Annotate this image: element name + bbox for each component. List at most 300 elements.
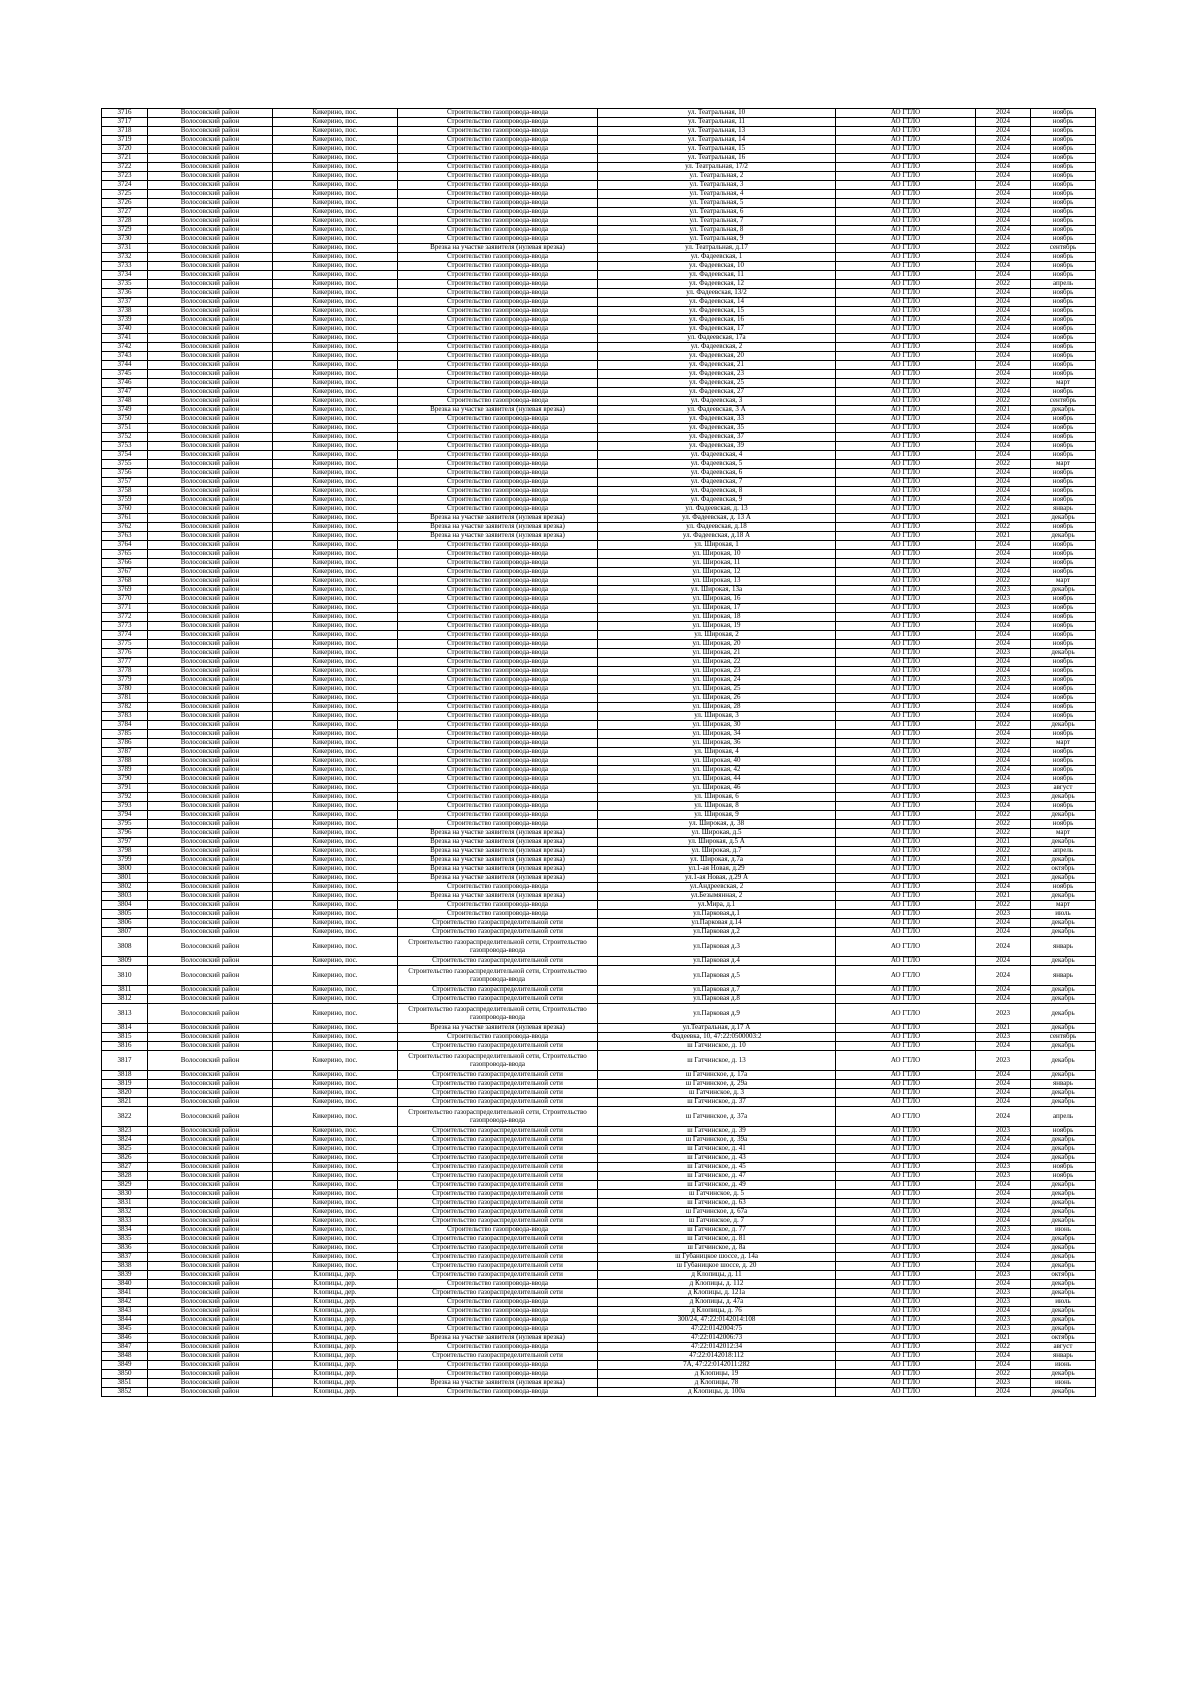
address-cell: ул. Театральная, 11: [598, 118, 836, 127]
address-cell: ул. Театральная, 8: [598, 226, 836, 235]
work-type-cell: Строительство газопровода-ввода: [398, 1325, 598, 1334]
month-cell: март: [1031, 379, 1096, 388]
settlement-cell: Кикерино, пос.: [273, 1127, 398, 1136]
row-number-cell: 3783: [102, 712, 148, 721]
row-number-cell: 3729: [102, 226, 148, 235]
work-type-cell: Строительство газораспределительной сети: [398, 928, 598, 937]
work-type-cell: Врезка на участке заявителя (нулевая врезка): [398, 514, 598, 523]
table-row: [102, 883, 1096, 892]
contractor-cell: АО ГТЛО: [836, 957, 976, 966]
address-cell: ул.1-ая Новая, д.29: [598, 865, 836, 874]
settlement-cell: Кикерино, пос.: [273, 568, 398, 577]
settlement-cell: Кикерино, пос.: [273, 406, 398, 415]
work-type-cell: Строительство газопровода-ввода: [398, 568, 598, 577]
address-cell: ш Гатчинское, д. 63: [598, 1199, 836, 1208]
settlement-cell: Кикерино, пос.: [273, 856, 398, 865]
month-cell: ноябрь: [1031, 748, 1096, 757]
settlement-cell: Кикерино, пос.: [273, 1163, 398, 1172]
table-row: [102, 820, 1096, 829]
district-cell: Волосовский район: [148, 271, 273, 280]
address-cell: ул. Широкая, 9: [598, 811, 836, 820]
work-type-cell: Строительство газопровода-ввода: [398, 577, 598, 586]
table-row: [102, 1199, 1096, 1208]
settlement-cell: Кикерино, пос.: [273, 469, 398, 478]
month-cell: декабрь: [1031, 1253, 1096, 1262]
contractor-cell: АО ГТЛО: [836, 397, 976, 406]
row-number-cell: 3808: [102, 937, 148, 957]
year-cell: 2022: [976, 865, 1031, 874]
table-row: [102, 910, 1096, 919]
table-row: [102, 986, 1096, 995]
district-cell: Волосовский район: [148, 811, 273, 820]
settlement-cell: Кикерино, пос.: [273, 235, 398, 244]
work-type-cell: Строительство газораспределительной сети, Строительство газопровода-ввода: [398, 1107, 598, 1127]
address-cell: ул. Широкая, 13: [598, 577, 836, 586]
district-cell: Волосовский район: [148, 586, 273, 595]
month-cell: ноябрь: [1031, 658, 1096, 667]
table-row: [102, 874, 1096, 883]
year-cell: 2024: [976, 190, 1031, 199]
table-row: [102, 1388, 1096, 1397]
year-cell: 2021: [976, 532, 1031, 541]
row-number-cell: 3718: [102, 127, 148, 136]
month-cell: ноябрь: [1031, 154, 1096, 163]
address-cell: ул.Мира, д.1: [598, 901, 836, 910]
contractor-cell: АО ГТЛО: [836, 559, 976, 568]
row-number-cell: 3755: [102, 460, 148, 469]
row-number-cell: 3835: [102, 1235, 148, 1244]
table-row: [102, 379, 1096, 388]
table-row: [102, 1190, 1096, 1199]
address-cell: ул. Широкая, 8: [598, 802, 836, 811]
district-cell: Волосовский район: [148, 1004, 273, 1024]
row-number-cell: 3842: [102, 1298, 148, 1307]
settlement-cell: Кикерино, пос.: [273, 1208, 398, 1217]
district-cell: Волосовский район: [148, 1253, 273, 1262]
work-type-cell: Строительство газопровода-ввода: [398, 883, 598, 892]
table-row: [102, 1361, 1096, 1370]
year-cell: 2022: [976, 1370, 1031, 1379]
district-cell: Волосовский район: [148, 1289, 273, 1298]
row-number-cell: 3826: [102, 1154, 148, 1163]
row-number-cell: 3779: [102, 676, 148, 685]
row-number-cell: 3816: [102, 1042, 148, 1051]
year-cell: 2024: [976, 559, 1031, 568]
address-cell: ш Гатчинское, д. 39: [598, 1127, 836, 1136]
settlement-cell: Кикерино, пос.: [273, 1089, 398, 1098]
month-cell: ноябрь: [1031, 487, 1096, 496]
settlement-cell: Кикерино, пос.: [273, 703, 398, 712]
year-cell: 2024: [976, 1107, 1031, 1127]
table-row: [102, 550, 1096, 559]
district-cell: Волосовский район: [148, 685, 273, 694]
settlement-cell: Кикерино, пос.: [273, 478, 398, 487]
year-cell: 2024: [976, 1307, 1031, 1316]
row-number-cell: 3761: [102, 514, 148, 523]
settlement-cell: Кикерино, пос.: [273, 712, 398, 721]
table-row: [102, 892, 1096, 901]
month-cell: декабрь: [1031, 1181, 1096, 1190]
settlement-cell: Кикерино, пос.: [273, 649, 398, 658]
work-type-cell: Строительство газопровода-ввода: [398, 343, 598, 352]
settlement-cell: Кикерино, пос.: [273, 676, 398, 685]
contractor-cell: АО ГТЛО: [836, 1289, 976, 1298]
row-number-cell: 3815: [102, 1033, 148, 1042]
row-number-cell: 3719: [102, 136, 148, 145]
contractor-cell: АО ГТЛО: [836, 1307, 976, 1316]
work-type-cell: Строительство газопровода-ввода: [398, 109, 598, 118]
row-number-cell: 3781: [102, 694, 148, 703]
month-cell: октябрь: [1031, 1271, 1096, 1280]
address-cell: ул. Широкая, 18: [598, 613, 836, 622]
contractor-cell: АО ГТЛО: [836, 181, 976, 190]
month-cell: ноябрь: [1031, 730, 1096, 739]
contractor-cell: АО ГТЛО: [836, 271, 976, 280]
work-type-cell: Строительство газопровода-ввода: [398, 748, 598, 757]
work-type-cell: Строительство газопровода-ввода: [398, 370, 598, 379]
year-cell: 2024: [976, 622, 1031, 631]
district-cell: Волосовский район: [148, 622, 273, 631]
address-cell: ул. Фадеевская, 4: [598, 451, 836, 460]
work-type-cell: Строительство газопровода-ввода: [398, 757, 598, 766]
contractor-cell: АО ГТЛО: [836, 1042, 976, 1051]
contractor-cell: АО ГТЛО: [836, 694, 976, 703]
row-number-cell: 3814: [102, 1024, 148, 1033]
table-row: [102, 1163, 1096, 1172]
work-type-cell: Строительство газораспределительной сети: [398, 1071, 598, 1080]
district-cell: Волосовский район: [148, 568, 273, 577]
settlement-cell: Кикерино, пос.: [273, 352, 398, 361]
district-cell: Волосовский район: [148, 154, 273, 163]
month-cell: ноябрь: [1031, 523, 1096, 532]
row-number-cell: 3805: [102, 910, 148, 919]
row-number-cell: 3766: [102, 559, 148, 568]
contractor-cell: АО ГТЛО: [836, 1098, 976, 1107]
district-cell: Волосовский район: [148, 613, 273, 622]
contractor-cell: АО ГТЛО: [836, 1024, 976, 1033]
address-cell: ул. Фадеевская, 20: [598, 352, 836, 361]
contractor-cell: АО ГТЛО: [836, 928, 976, 937]
table-row: [102, 901, 1096, 910]
row-number-cell: 3773: [102, 622, 148, 631]
settlement-cell: Кикерино, пос.: [273, 883, 398, 892]
settlement-cell: Кикерино, пос.: [273, 334, 398, 343]
work-type-cell: Строительство газопровода-ввода: [398, 811, 598, 820]
district-cell: Волосовский район: [148, 1098, 273, 1107]
district-cell: Волосовский район: [148, 1370, 273, 1379]
month-cell: ноябрь: [1031, 307, 1096, 316]
contractor-cell: АО ГТЛО: [836, 1004, 976, 1024]
month-cell: ноябрь: [1031, 271, 1096, 280]
contractor-cell: АО ГТЛО: [836, 568, 976, 577]
month-cell: июль: [1031, 1298, 1096, 1307]
table-row: [102, 613, 1096, 622]
contractor-cell: АО ГТЛО: [836, 244, 976, 253]
settlement-cell: Кикерино, пос.: [273, 154, 398, 163]
row-number-cell: 3737: [102, 298, 148, 307]
work-type-cell: Строительство газораспределительной сети, Строительство газопровода-ввода: [398, 937, 598, 957]
row-number-cell: 3837: [102, 1253, 148, 1262]
row-number-cell: 3732: [102, 253, 148, 262]
month-cell: ноябрь: [1031, 712, 1096, 721]
work-type-cell: Строительство газораспределительной сети: [398, 1089, 598, 1098]
work-type-cell: Строительство газораспределительной сети: [398, 1190, 598, 1199]
row-number-cell: 3777: [102, 658, 148, 667]
work-type-cell: Строительство газопровода-ввода: [398, 298, 598, 307]
work-type-cell: Строительство газопровода-ввода: [398, 685, 598, 694]
settlement-cell: Кикерино, пос.: [273, 739, 398, 748]
work-type-cell: Строительство газораспределительной сети: [398, 1145, 598, 1154]
year-cell: 2023: [976, 676, 1031, 685]
work-type-cell: Строительство газораспределительной сети: [398, 1262, 598, 1271]
district-cell: Волосовский район: [148, 1262, 273, 1271]
table-row: [102, 433, 1096, 442]
row-number-cell: 3768: [102, 577, 148, 586]
contractor-cell: АО ГТЛО: [836, 1217, 976, 1226]
address-cell: ул. Фадеевская, 37: [598, 433, 836, 442]
table-row: [102, 199, 1096, 208]
row-number-cell: 3787: [102, 748, 148, 757]
address-cell: ул. Широкая, д. 38: [598, 820, 836, 829]
month-cell: декабрь: [1031, 793, 1096, 802]
district-cell: Волосовский район: [148, 631, 273, 640]
address-cell: ул.Парковая д.5: [598, 966, 836, 986]
address-cell: ул. Театральная, 5: [598, 199, 836, 208]
row-number-cell: 3796: [102, 829, 148, 838]
table-row: [102, 1136, 1096, 1145]
district-cell: Волосовский район: [148, 856, 273, 865]
year-cell: 2021: [976, 1334, 1031, 1343]
district-cell: Волосовский район: [148, 1316, 273, 1325]
row-number-cell: 3832: [102, 1208, 148, 1217]
month-cell: ноябрь: [1031, 766, 1096, 775]
row-number-cell: 3724: [102, 181, 148, 190]
table-row: [102, 631, 1096, 640]
work-type-cell: Строительство газопровода-ввода: [398, 289, 598, 298]
month-cell: декабрь: [1031, 1244, 1096, 1253]
table-row: [102, 995, 1096, 1004]
table-row: [102, 784, 1096, 793]
month-cell: декабрь: [1031, 1388, 1096, 1397]
month-cell: ноябрь: [1031, 883, 1096, 892]
table-row: [102, 1289, 1096, 1298]
row-number-cell: 3728: [102, 217, 148, 226]
address-cell: ул. Широкая, 3: [598, 712, 836, 721]
district-cell: Волосовский район: [148, 838, 273, 847]
row-number-cell: 3817: [102, 1051, 148, 1071]
address-cell: ул. Фадеевская, 17: [598, 325, 836, 334]
row-number-cell: 3785: [102, 730, 148, 739]
district-cell: Волосовский район: [148, 181, 273, 190]
year-cell: 2024: [976, 109, 1031, 118]
month-cell: ноябрь: [1031, 415, 1096, 424]
district-cell: Волосовский район: [148, 577, 273, 586]
work-type-cell: Строительство газопровода-ввода: [398, 118, 598, 127]
month-cell: ноябрь: [1031, 775, 1096, 784]
table-row: [102, 406, 1096, 415]
year-cell: 2023: [976, 1172, 1031, 1181]
address-cell: ул. Фадеевская, 3 А: [598, 406, 836, 415]
year-cell: 2023: [976, 784, 1031, 793]
address-cell: ул. Широкая, 42: [598, 766, 836, 775]
settlement-cell: Клопицы, дер.: [273, 1280, 398, 1289]
settlement-cell: Кикерино, пос.: [273, 532, 398, 541]
contractor-cell: АО ГТЛО: [836, 847, 976, 856]
work-type-cell: Строительство газопровода-ввода: [398, 172, 598, 181]
row-number-cell: 3750: [102, 415, 148, 424]
district-cell: Волосовский район: [148, 1361, 273, 1370]
district-cell: Волосовский район: [148, 1181, 273, 1190]
table-row: [102, 532, 1096, 541]
address-cell: 7А, 47:22:0142011:282: [598, 1361, 836, 1370]
work-type-cell: Врезка на участке заявителя (нулевая врезка): [398, 523, 598, 532]
year-cell: 2022: [976, 244, 1031, 253]
month-cell: ноябрь: [1031, 802, 1096, 811]
year-cell: 2022: [976, 505, 1031, 514]
district-cell: Волосовский район: [148, 370, 273, 379]
table-row: [102, 388, 1096, 397]
table-row: [102, 757, 1096, 766]
month-cell: ноябрь: [1031, 352, 1096, 361]
contractor-cell: АО ГТЛО: [836, 766, 976, 775]
address-cell: ул. Широкая, 19: [598, 622, 836, 631]
year-cell: 2024: [976, 550, 1031, 559]
district-cell: Волосовский район: [148, 325, 273, 334]
table-row: [102, 397, 1096, 406]
month-cell: октябрь: [1031, 1334, 1096, 1343]
month-cell: декабрь: [1031, 1262, 1096, 1271]
settlement-cell: Кикерино, пос.: [273, 1235, 398, 1244]
row-number-cell: 3725: [102, 190, 148, 199]
month-cell: декабрь: [1031, 1071, 1096, 1080]
district-cell: Волосовский район: [148, 957, 273, 966]
row-number-cell: 3756: [102, 469, 148, 478]
settlement-cell: Кикерино, пос.: [273, 757, 398, 766]
table-row: [102, 118, 1096, 127]
year-cell: 2024: [976, 208, 1031, 217]
month-cell: июль: [1031, 910, 1096, 919]
settlement-cell: Кикерино, пос.: [273, 109, 398, 118]
settlement-cell: Кикерино, пос.: [273, 262, 398, 271]
row-number-cell: 3851: [102, 1379, 148, 1388]
district-cell: Волосовский район: [148, 1136, 273, 1145]
month-cell: декабрь: [1031, 721, 1096, 730]
settlement-cell: Кикерино, пос.: [273, 199, 398, 208]
year-cell: 2023: [976, 1298, 1031, 1307]
table-row: [102, 505, 1096, 514]
table-row: [102, 1080, 1096, 1089]
address-cell: ш Гатчинское, д. 45: [598, 1163, 836, 1172]
settlement-cell: Кикерино, пос.: [273, 1217, 398, 1226]
contractor-cell: АО ГТЛО: [836, 730, 976, 739]
table-row: [102, 957, 1096, 966]
year-cell: 2024: [976, 451, 1031, 460]
year-cell: 2021: [976, 856, 1031, 865]
contractor-cell: АО ГТЛО: [836, 478, 976, 487]
year-cell: 2024: [976, 1145, 1031, 1154]
district-cell: Волосовский район: [148, 190, 273, 199]
work-type-cell: Строительство газораспределительной сети: [398, 1208, 598, 1217]
contractor-cell: АО ГТЛО: [836, 901, 976, 910]
table-row: [102, 1307, 1096, 1316]
contractor-cell: АО ГТЛО: [836, 505, 976, 514]
settlement-cell: Кикерино, пос.: [273, 1080, 398, 1089]
contractor-cell: АО ГТЛО: [836, 757, 976, 766]
work-type-cell: Строительство газопровода-ввода: [398, 253, 598, 262]
district-cell: Волосовский район: [148, 874, 273, 883]
address-cell: ул. Фадеевская, 13/2: [598, 289, 836, 298]
district-cell: Волосовский район: [148, 995, 273, 1004]
contractor-cell: АО ГТЛО: [836, 892, 976, 901]
table-body: [102, 109, 1096, 1397]
year-cell: 2021: [976, 874, 1031, 883]
table-row: [102, 325, 1096, 334]
row-number-cell: 3782: [102, 703, 148, 712]
month-cell: ноябрь: [1031, 334, 1096, 343]
row-number-cell: 3743: [102, 352, 148, 361]
year-cell: 2024: [976, 1217, 1031, 1226]
month-cell: ноябрь: [1031, 181, 1096, 190]
district-cell: Волосовский район: [148, 1089, 273, 1098]
district-cell: Волосовский район: [148, 514, 273, 523]
row-number-cell: 3823: [102, 1127, 148, 1136]
year-cell: 2023: [976, 1271, 1031, 1280]
month-cell: декабрь: [1031, 1136, 1096, 1145]
year-cell: 2023: [976, 649, 1031, 658]
address-cell: ул. Широкая, 24: [598, 676, 836, 685]
month-cell: ноябрь: [1031, 361, 1096, 370]
district-cell: Волосовский район: [148, 1298, 273, 1307]
table-row: [102, 316, 1096, 325]
month-cell: ноябрь: [1031, 667, 1096, 676]
month-cell: декабрь: [1031, 1051, 1096, 1071]
contractor-cell: АО ГТЛО: [836, 820, 976, 829]
row-number-cell: 3819: [102, 1080, 148, 1089]
row-number-cell: 3763: [102, 532, 148, 541]
address-cell: ул. Фадеевская, 33: [598, 415, 836, 424]
year-cell: 2024: [976, 343, 1031, 352]
settlement-cell: Кикерино, пос.: [273, 919, 398, 928]
year-cell: 2024: [976, 658, 1031, 667]
row-number-cell: 3812: [102, 995, 148, 1004]
table-row: [102, 559, 1096, 568]
address-cell: ул. Широкая, 22: [598, 658, 836, 667]
month-cell: сентябрь: [1031, 1033, 1096, 1042]
district-cell: Волосовский район: [148, 901, 273, 910]
row-number-cell: 3757: [102, 478, 148, 487]
settlement-cell: Кикерино, пос.: [273, 784, 398, 793]
contractor-cell: АО ГТЛО: [836, 217, 976, 226]
address-cell: ш Гатчинское, д. 13: [598, 1051, 836, 1071]
settlement-cell: Кикерино, пос.: [273, 721, 398, 730]
district-cell: Волосовский район: [148, 775, 273, 784]
settlement-cell: Кикерино, пос.: [273, 847, 398, 856]
district-cell: Волосовский район: [148, 649, 273, 658]
table-row: [102, 577, 1096, 586]
year-cell: 2022: [976, 829, 1031, 838]
district-cell: Волосовский район: [148, 1208, 273, 1217]
month-cell: декабрь: [1031, 874, 1096, 883]
work-type-cell: Строительство газопровода-ввода: [398, 154, 598, 163]
month-cell: декабрь: [1031, 514, 1096, 523]
address-cell: ул. Фадеевская, д.18: [598, 523, 836, 532]
contractor-cell: АО ГТЛО: [836, 145, 976, 154]
row-number-cell: 3726: [102, 199, 148, 208]
table-row: [102, 1107, 1096, 1127]
contractor-cell: АО ГТЛО: [836, 469, 976, 478]
contractor-cell: АО ГТЛО: [836, 118, 976, 127]
year-cell: 2024: [976, 667, 1031, 676]
